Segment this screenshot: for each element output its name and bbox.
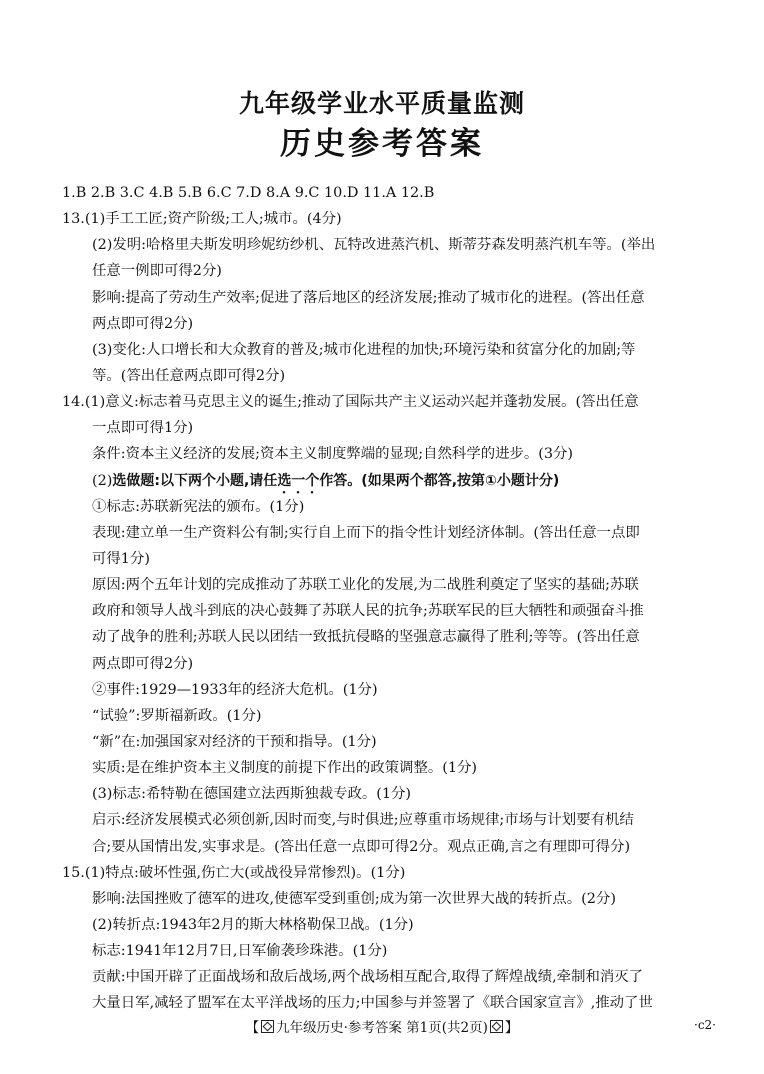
answer-line: 启示:经济发展模式必须创新,因时而变,与时俱进;应尊重市场规律;市场与计划要有机结	[92, 812, 634, 829]
document-subtitle: 历史参考答案	[280, 126, 484, 162]
answer-line: 1.B 2.B 3.C 4.B 5.B 6.C 7.D 8.A 9.C 10.D 11.A 12.B	[62, 185, 435, 201]
footer-box-icon	[261, 1020, 274, 1033]
choose-part2: 作答。(如果两个都答,按第①小题计分)	[319, 472, 560, 489]
answer-line: (3)标志:希特勒在德国建立法西斯独裁专政。(1分)	[92, 786, 412, 803]
answer-line: 两点即可得2分)	[92, 655, 194, 672]
answer-line: (2)转折点:1943年2月的斯大林格勒保卫战。(1分)	[92, 916, 414, 933]
answer-line: ①标志:苏联新宪法的颁布。(1分)	[92, 498, 305, 515]
answer-line	[62, 468, 720, 494]
answer-line: 表现:建立单一生产资料公有制;实行自上而下的指令性计划经济体制。(答出任意一点即	[92, 524, 640, 541]
answer-line: “新”在:加强国家对经济的干预和指导。(1分)	[92, 733, 377, 750]
answer-line: 任意一例即可得2分)	[92, 263, 222, 280]
answer-line: 合;要从国情出发,实事求是。(答出任意一点即可得2分。观点正确,言之有理即可得分)	[92, 838, 631, 855]
answer-line: 贡献:中国开辟了正面战场和敌后战场,两个战场相互配合,取得了辉煌战绩,牵制和消灭了	[92, 969, 644, 986]
answer-line: ②事件:1929—1933年的经济大危机。(1分)	[92, 681, 378, 698]
choose-prefix: (2)	[92, 472, 113, 489]
choose-emphasis: 选一个	[277, 472, 320, 489]
answer-line: 政府和领导人战斗到底的决心鼓舞了苏联人民的抗争;苏联军民的巨大牺牲和顽强奋斗推	[92, 603, 644, 620]
answer-line: (3)变化:人口增长和大众教育的普及;城市化进程的加快;环境污染和贫富分化的加剧;等	[92, 341, 636, 358]
choose-instruction	[112, 473, 559, 489]
answer-line: 标志:1941年12月7日,日军偷袭珍珠港。(1分)	[92, 943, 388, 960]
footer-text: 九年级历史·参考答案 第1页(共2页)	[276, 1020, 488, 1036]
answer-line: 15.(1)特点:破坏性强,伤亡大(或战役异常惨烈)。(1分)	[62, 864, 406, 881]
page-code: ·c2·	[694, 1018, 716, 1032]
document-title: 九年级学业水平质量监测	[238, 89, 525, 118]
answer-line: 影响:提高了劳动生产效率;促进了落后地区的经济发展;推动了城市化的进程。(答出任意	[92, 289, 645, 306]
answer-line: 动了战争的胜利;苏联人民以团结一致抵抗侵略的坚强意志赢得了胜利;等等。(答出任意	[92, 629, 640, 646]
answer-line: 13.(1)手工工匠;资产阶级;工人;城市。(4分)	[62, 211, 342, 228]
answer-body	[62, 180, 720, 1017]
answer-line: 等。(答出任意两点即可得2分)	[92, 367, 286, 384]
answer-line: 14.(1)意义:标志着马克思主义的诞生;推动了国际共产主义运动兴起并蓬勃发展。(答出任意	[62, 394, 639, 411]
answer-line: 影响:法国挫败了德军的进攻,使德军受到重创;成为第一次世界大战的转折点。(2分)	[92, 890, 616, 907]
footer-box-icon	[490, 1020, 503, 1033]
answer-line: 一点即可得1分)	[92, 420, 194, 437]
choose-part1: 选做题:以下两个小题,请任	[112, 472, 278, 489]
answer-line: 条件:资本主义经济的发展;资本主义制度弊端的显现;自然科学的进步。(3分)	[92, 446, 574, 463]
answer-line: 大量日军,减轻了盟军在太平洋战场的压力;中国参与并签署了《联合国家宣言》,推动了世	[92, 995, 653, 1012]
answer-line: (2)发明:哈格里夫斯发明珍妮纺纱机、瓦特改进蒸汽机、斯蒂芬森发明蒸汽机车等。(举出	[92, 237, 656, 254]
answer-line: 两点即可得2分)	[92, 315, 194, 332]
answer-line: 可得1分)	[92, 550, 150, 567]
answer-line: “试验”:罗斯福新政。(1分)	[92, 707, 262, 724]
answer-line: 实质:是在维护资本主义制度的前提下作出的政策调整。(1分)	[92, 760, 478, 777]
answer-line: 原因:两个五年计划的完成推动了苏联工业化的发展,为二战胜利奠定了坚实的基础;苏联	[92, 577, 639, 594]
page-footer: 【 九年级历史·参考答案 第1页(共2页) 】	[245, 1020, 519, 1036]
